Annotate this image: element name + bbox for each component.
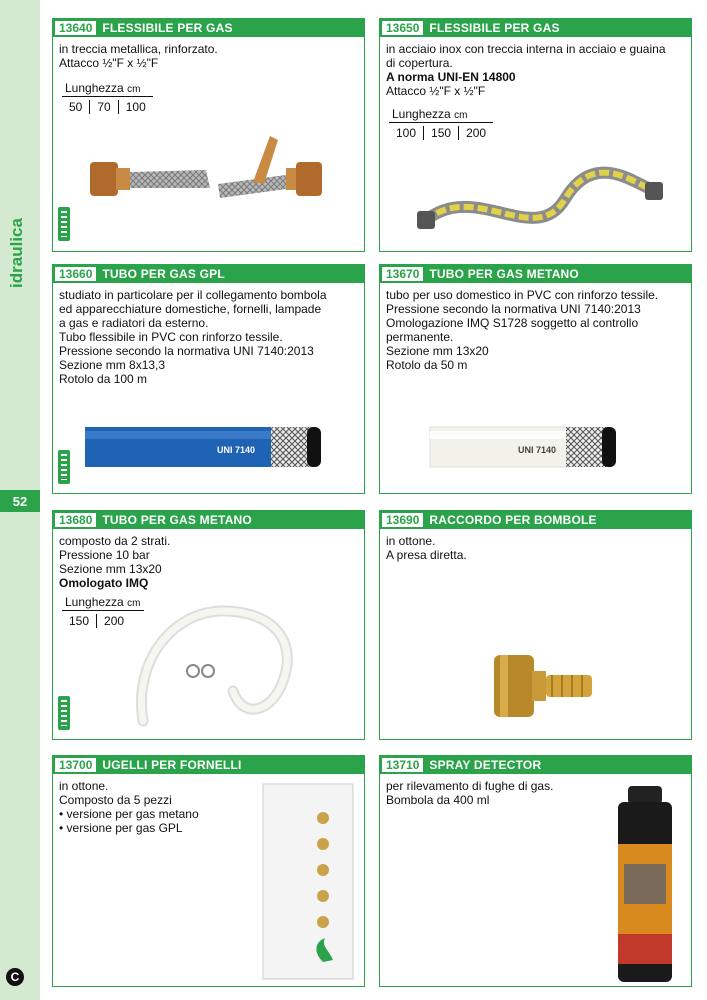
card-header: [53, 756, 364, 774]
product-card-13710: [379, 755, 692, 987]
product-card-13650: [379, 18, 692, 252]
card-header: [380, 511, 691, 529]
card-header: [380, 756, 691, 774]
product-card-13660: [52, 264, 365, 494]
product-title: RACCORDO PER BOMBOLE: [429, 513, 597, 527]
length-value: 100: [125, 100, 146, 114]
product-title: UGELLI PER FORNELLI: [102, 758, 242, 772]
length-table: Lunghezza cm 150 200: [62, 595, 144, 628]
length-value: 200: [466, 126, 487, 140]
steel-hose-image: [415, 149, 665, 239]
card-header: [53, 265, 364, 283]
length-value: 200: [104, 614, 125, 628]
product-code: 13690: [382, 513, 423, 527]
coiled-hose-image: [133, 601, 303, 731]
product-title: TUBO PER GAS METANO: [429, 267, 579, 281]
blue-hose-image: [85, 423, 325, 473]
product-code: 13680: [55, 513, 96, 527]
section-label: idraulica: [7, 218, 26, 288]
product-title: SPRAY DETECTOR: [429, 758, 542, 772]
product-title: TUBO PER GAS GPL: [102, 267, 225, 281]
card-header: [53, 511, 364, 529]
brand-logo: C: [6, 968, 24, 986]
hose-print: UNI 7140: [518, 445, 557, 455]
ruler-icon: [58, 450, 70, 484]
product-code: 13650: [382, 21, 423, 35]
spray-can-image: [610, 784, 680, 984]
ruler-icon: [58, 207, 70, 241]
product-code: 13710: [382, 758, 423, 772]
product-description: per rilevamento di fughe di gas. Bombola da 400 ml: [386, 779, 554, 807]
product-description: in treccia metallica, rinforzato. Attacco ½"F x ½"F: [59, 42, 218, 70]
product-code: 13660: [55, 267, 96, 281]
length-value: 70: [90, 100, 118, 114]
card-header: [380, 19, 691, 37]
product-card-13690: [379, 510, 692, 740]
product-code: 13640: [55, 21, 96, 35]
product-description: composto da 2 strati. Pressione 10 bar Sezione mm 13x20 Omologato IMQ: [59, 534, 171, 590]
product-code: 13700: [55, 758, 96, 772]
length-value: 150: [62, 614, 97, 628]
product-title: FLESSIBILE PER GAS: [429, 21, 560, 35]
card-header: [380, 265, 691, 283]
product-description: in ottone. Composto da 5 pezzi • versione per gas metano • versione per gas GPL: [59, 779, 199, 835]
product-code: 13670: [382, 267, 423, 281]
brass-fitting-image: [490, 651, 600, 721]
product-title: FLESSIBILE PER GAS: [102, 21, 233, 35]
braided-hose-image: [88, 124, 338, 234]
card-header: [53, 19, 364, 37]
product-card-13700: [52, 755, 365, 987]
hose-print: UNI 7140: [217, 445, 256, 455]
length-table: Lunghezza cm 50 70 100: [62, 81, 153, 114]
white-hose-image: [430, 423, 670, 473]
ruler-icon: [58, 696, 70, 730]
product-card-13670: [379, 264, 692, 494]
page-number: 52: [0, 490, 40, 512]
product-description: studiato in particolare per il collegamento bombola ed apparecchiature domestiche, fornelli, lampade a gas e radiatori da esterno. Tubo flessibile in PVC con rinforzo tessile. Pressione secondo la normativa UNI 7140:2013 Sezione mm 8x13,3 Rotolo da 100 m: [59, 288, 327, 386]
product-description: in ottone. A presa diretta.: [386, 534, 467, 562]
nozzle-kit-image: [263, 784, 353, 979]
product-description: tubo per uso domestico in PVC con rinforzo tessile. Pressione secondo la normativa UNI 7140:2013 Omologazione IMQ S1728 soggetto al controllo permanente. Sezione mm 13x20 Rotolo da 50 m: [386, 288, 659, 372]
product-description: in acciaio inox con treccia interna in acciaio e guaina di copertura. A norma UNI-EN 14800 Attacco ½"F x ½"F: [386, 42, 666, 98]
length-value: 50: [62, 100, 90, 114]
length-value: 100: [389, 126, 424, 140]
product-card-13680: [52, 510, 365, 740]
product-card-13640: [52, 18, 365, 252]
product-title: TUBO PER GAS METANO: [102, 513, 252, 527]
length-value: 150: [424, 126, 459, 140]
length-table: Lunghezza cm 100 150 200: [389, 107, 493, 140]
